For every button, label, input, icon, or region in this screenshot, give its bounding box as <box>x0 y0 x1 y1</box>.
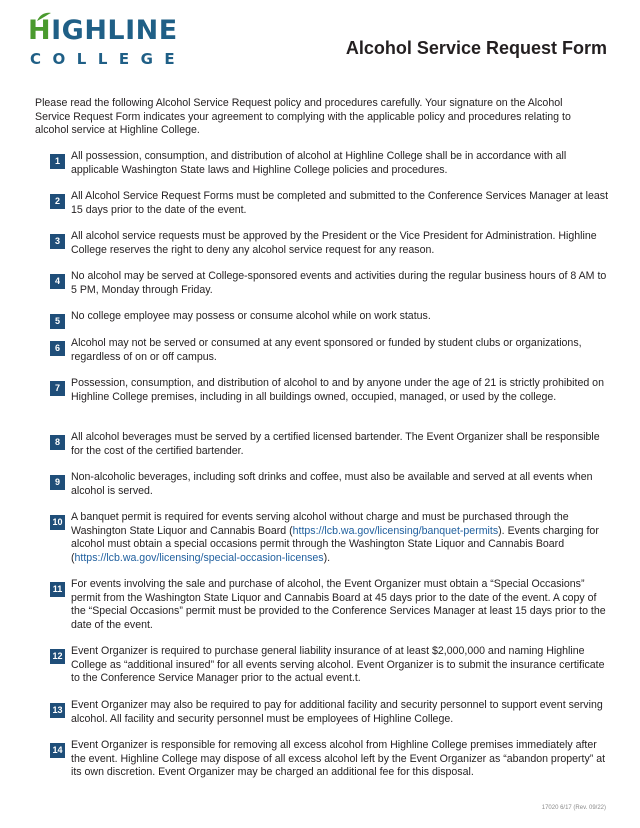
highline-college-logo <box>28 16 186 70</box>
item-text-part: A banquet permit is required for events serving alcohol without charge and must be purchased through the Washington State Liquor and Cannabis Board ( <box>71 511 569 537</box>
item-text: All alcohol service requests must be approved by the President or the Vice President for Administration. Highline College reserves the right to deny any alcohol service request for any reason. <box>71 230 597 256</box>
item-number-badge: 7 <box>50 381 65 396</box>
form-revision-code: 17020 6/17 (Rev. 09/22) <box>541 805 606 811</box>
item-text: Event Organizer is responsible for removing all excess alcohol from Highline College premises immediately after the event. Highline College may dispose of all excess alcohol left by the Event Organizer as “abandon property” at its own discretion. Event Organizer may be charged an additional fee for this disposal. <box>71 739 606 779</box>
item-text: Event Organizer may also be required to pay for additional facility and security personnel to support event serving alcohol. All facility and security personnel must be employees of Highline College. <box>71 699 603 725</box>
item-text-part: ). <box>323 551 331 564</box>
banquet-permits-link[interactable]: https://lcb.wa.gov/licensing/banquet-permits <box>292 524 499 537</box>
item-text: Event Organizer is required to purchase general liability insurance of at least $2,000,000 and naming Highline College as “additional insured” for all events serving alcohol. Event Organizer is to submit the insurance certificate to the Conference Service Manager prior to the actual event.t. <box>71 645 605 685</box>
item-number-badge: 5 <box>50 314 65 329</box>
page-title: Alcohol Service Request Form <box>345 38 607 58</box>
item-text: All possession, consumption, and distribution of alcohol at Highline College shall be in accordance with all applicable Washington State laws and Highline College policies and procedures. <box>71 150 567 176</box>
item-text: Non-alcoholic beverages, including soft drinks and coffee, must also be available and served at all events when alcohol is served. <box>71 471 593 497</box>
item-text: No college employee may possess or consume alcohol while on work status. <box>71 310 431 322</box>
item-number-badge: 13 <box>50 703 65 718</box>
item-text: All alcohol beverages must be served by a certified licensed bartender. The Event Organizer shall be responsible for the cost of the certified bartender. <box>71 431 600 457</box>
intro-paragraph: Please read the following Alcohol Service Request policy and procedures carefully. Your signature on the Alcohol Service Request Form indicates your agreement to complying with the applicable policy and procedures relating to alcohol service at Highline College. <box>35 97 571 136</box>
special-occasion-licenses-link[interactable]: https://lcb.wa.gov/licensing/special-occasion-licenses <box>74 551 324 564</box>
logo-wordmark-bottom: COLLEGE <box>30 50 187 68</box>
item-number-badge: 9 <box>50 475 65 490</box>
item-text: No alcohol may be served at College-sponsored events and activities during the regular business hours of 8 AM to 5 PM, Monday through Friday. <box>71 270 607 296</box>
item-number-badge: 1 <box>50 154 65 169</box>
item-text: Alcohol may not be served or consumed at any event sponsored or funded by student clubs or organizations, regardless of on or off campus. <box>71 337 582 363</box>
item-number-badge: 2 <box>50 194 65 209</box>
logo-wordmark-top: HIGHLINE <box>28 15 178 46</box>
item-text: Possession, consumption, and distribution of alcohol to and by anyone under the age of 21 is strictly prohibited on Highline College premises, including in all buildings owned, occupied, managed, or used by the college. <box>71 377 604 403</box>
item-number-badge: 4 <box>50 274 65 289</box>
item-number-badge: 8 <box>50 435 65 450</box>
item-text: All Alcohol Service Request Forms must be completed and submitted to the Conference Services Manager at least 15 days prior to the date of the event. <box>71 190 609 216</box>
item-text: For events involving the sale and purchase of alcohol, the Event Organizer must obtain a “Special Occasions” permit from the Washington State Liquor and Cannabis Board at 45 days prior to the date of the event. A copy of the “Special Occasions” permit must be provided to the Conference Services Manager at least 15 days prior to the date of the event. <box>71 578 606 631</box>
item-number-badge: 10 <box>50 515 65 530</box>
item-text-part: ). Events charging for alcohol must obtain a special occasions permit through the Washington State Liquor and Cannabis Board ( <box>71 524 599 564</box>
item-number-badge: 6 <box>50 341 65 356</box>
item-number-badge: 14 <box>50 743 65 758</box>
item-number-badge: 3 <box>50 234 65 249</box>
item-text <box>71 511 611 565</box>
item-number-badge: 11 <box>50 582 65 597</box>
item-number-badge: 12 <box>50 649 65 664</box>
